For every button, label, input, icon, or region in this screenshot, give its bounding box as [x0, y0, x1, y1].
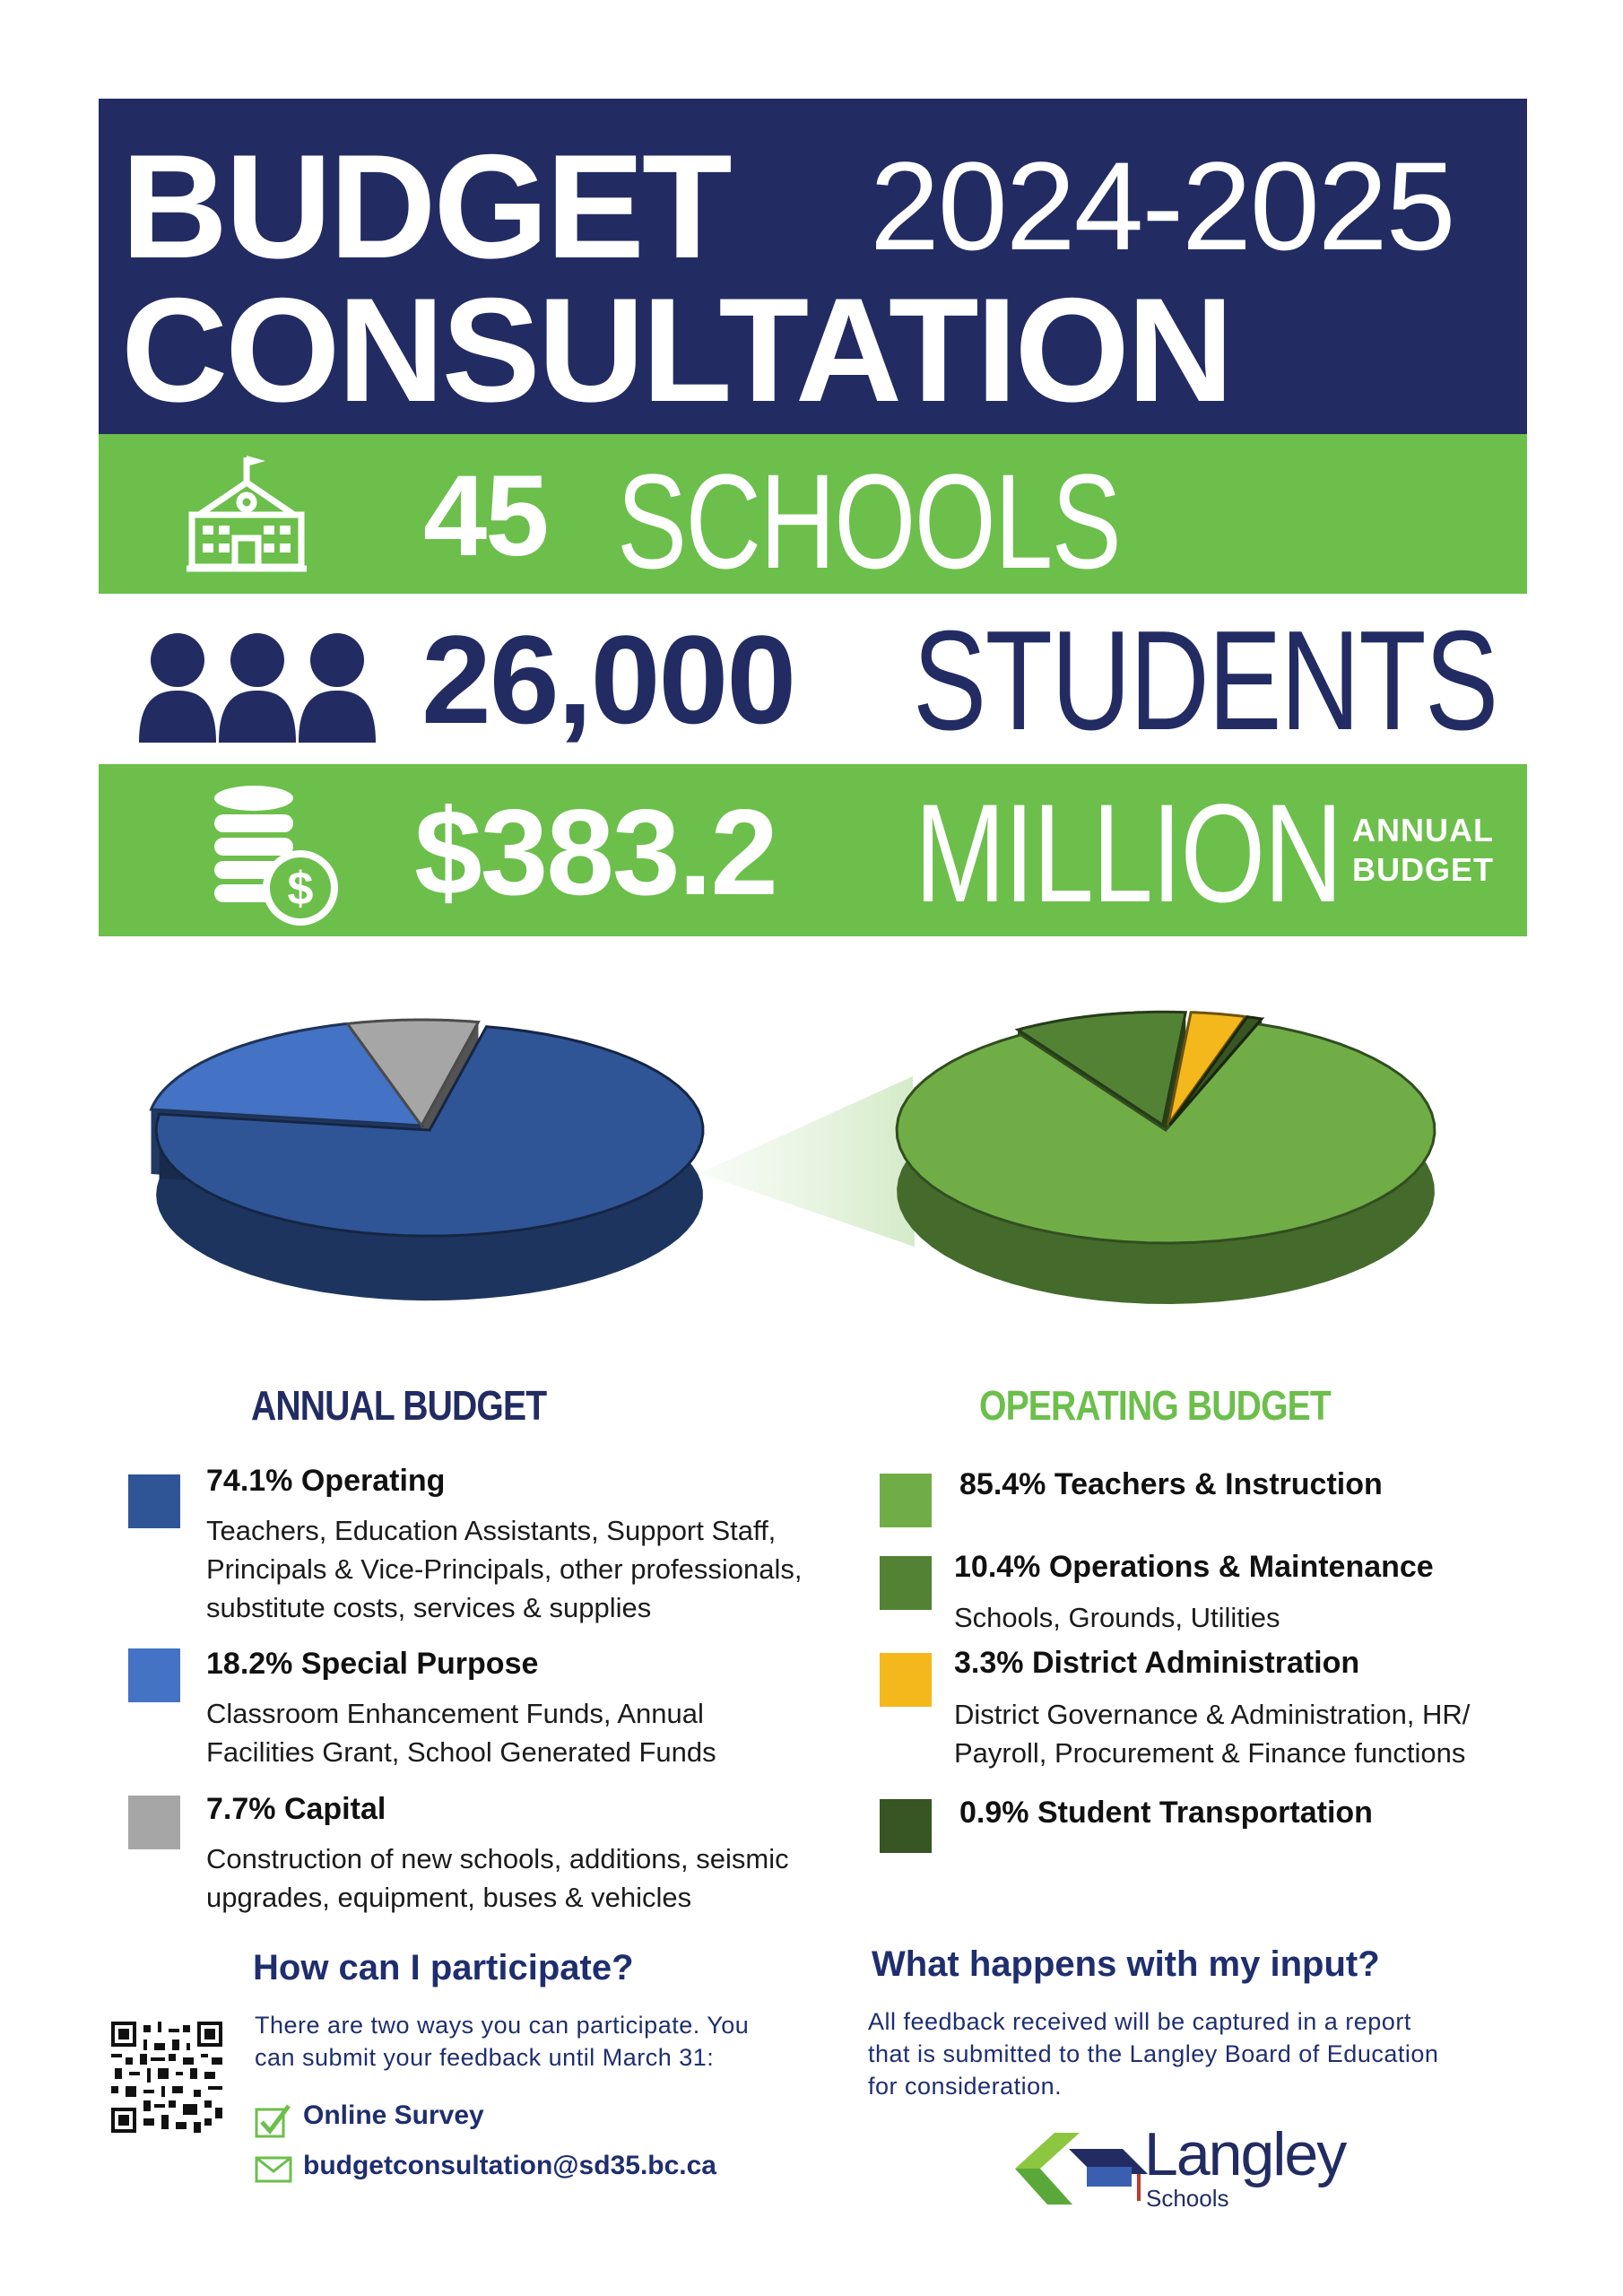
legend-swatch-capital — [128, 1796, 180, 1849]
participate-heading: How can I participate? — [253, 1948, 634, 1987]
desc-line: substitute costs, services & supplies — [206, 1592, 652, 1623]
input-text-line: for consideration. — [868, 2073, 1063, 2100]
annual-note-line2: BUDGET — [1352, 851, 1494, 888]
participate-text-line: There are two ways you can participate. You — [255, 2012, 750, 2039]
legend-desc-operations — [954, 1598, 1280, 1637]
legend-swatch-district-admin — [880, 1653, 932, 1707]
title-line-1: BUDGET — [121, 124, 730, 289]
desc-line: Construction of new schools, additions, seismic — [206, 1843, 789, 1874]
checkbox-check-icon — [255, 2104, 292, 2138]
envelope-icon — [255, 2156, 292, 2183]
email-link[interactable]: budgetconsultation@sd35.bc.ca — [303, 2151, 716, 2180]
legend-title-operations: 10.4% Operations & Maintenance — [954, 1550, 1434, 1584]
svg-text:$: $ — [287, 863, 314, 915]
pie-charts — [0, 978, 1623, 1372]
legend-title-transportation: 0.9% Student Transportation — [959, 1796, 1373, 1830]
langley-logo-mark — [1015, 2122, 1159, 2212]
annual-budget-heading: ANNUAL BUDGET — [251, 1382, 547, 1429]
budget-unit: MILLION — [915, 776, 1341, 932]
online-survey-link[interactable]: Online Survey — [303, 2100, 484, 2130]
legend-desc-operating — [206, 1511, 803, 1627]
students-label: STUDENTS — [913, 602, 1497, 760]
desc-line: Facilities Grant, School Generated Funds — [206, 1736, 716, 1768]
input-text — [868, 2005, 1438, 2102]
legend-title-capital: 7.7% Capital — [206, 1792, 386, 1826]
input-text-line: All feedback received will be captured in a report — [868, 2008, 1411, 2035]
legend-title-operating: 74.1% Operating — [206, 1464, 446, 1498]
input-text-line: that is submitted to the Langley Board of Education — [868, 2040, 1439, 2067]
schools-count: 45 — [423, 452, 548, 580]
title-line-2: CONSULTATION — [121, 267, 1231, 432]
people-icon — [139, 628, 377, 744]
annual-budget-note — [1352, 811, 1494, 890]
participate-text — [255, 2009, 749, 2074]
legend-desc-capital — [206, 1839, 789, 1917]
logo-name: Langley — [1144, 2120, 1346, 2188]
desc-line: Classroom Enhancement Funds, Annual — [206, 1698, 704, 1729]
legend-swatch-transportation — [880, 1799, 932, 1853]
legend-swatch-operations — [880, 1556, 932, 1610]
schools-band — [99, 434, 1527, 594]
qr-code[interactable] — [111, 2022, 222, 2133]
budget-year: 2024-2025 — [870, 135, 1454, 276]
operating-budget-heading: OPERATING BUDGET — [979, 1382, 1331, 1429]
coins-dollar-icon — [202, 780, 345, 928]
schools-label: SCHOOLS — [617, 446, 1121, 596]
logo-sub: Schools — [1146, 2185, 1229, 2212]
budget-band — [99, 764, 1527, 936]
desc-line: District Governance & Administration, HR/ — [954, 1699, 1471, 1730]
input-heading: What happens with my input? — [872, 1944, 1380, 1984]
participate-text-line: can submit your feedback until March 31: — [255, 2044, 715, 2071]
title-banner — [99, 99, 1527, 434]
desc-line: Schools, Grounds, Utilities — [954, 1602, 1280, 1633]
legend-title-teachers: 85.4% Teachers & Instruction — [959, 1467, 1383, 1501]
students-count: 26,000 — [421, 609, 795, 750]
legend-title-district-admin: 3.3% District Administration — [954, 1646, 1360, 1680]
legend-swatch-operating — [128, 1474, 180, 1528]
budget-amount: $383.2 — [414, 784, 777, 920]
annual-note-line1: ANNUAL — [1352, 812, 1494, 848]
legend-swatch-special-purpose — [128, 1648, 180, 1702]
pie-connector — [699, 1076, 915, 1247]
school-icon — [179, 445, 314, 579]
legend-desc-special-purpose — [206, 1694, 716, 1771]
legend-swatch-teachers — [880, 1474, 932, 1527]
desc-line: upgrades, equipment, buses & vehicles — [206, 1882, 692, 1913]
legend-desc-district-admin — [954, 1695, 1470, 1772]
desc-line: Payroll, Procurement & Finance functions — [954, 1737, 1466, 1769]
desc-line: Principals & Vice-Principals, other professionals, — [206, 1553, 803, 1585]
desc-line: Teachers, Education Assistants, Support Staff, — [206, 1515, 777, 1546]
legend-title-special-purpose: 18.2% Special Purpose — [206, 1647, 539, 1681]
